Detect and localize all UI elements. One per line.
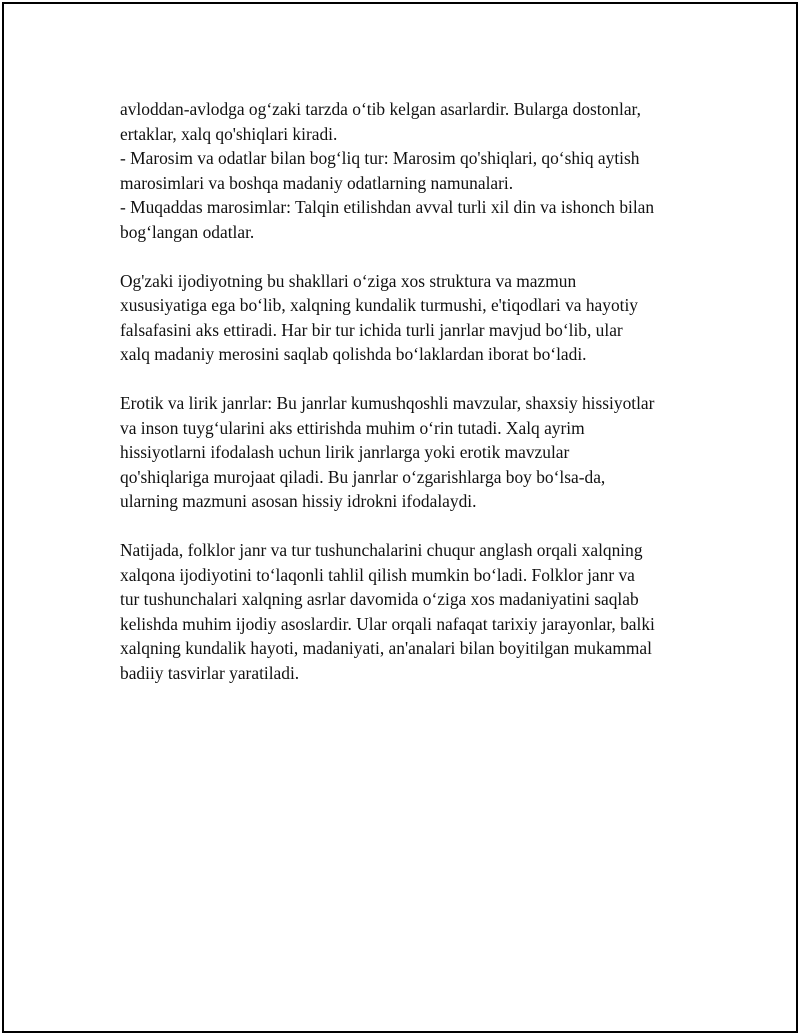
text-line: - Muqaddas marosimlar: Talqin etilishdan avval turli xil din va ishonch bilan bbox=[120, 197, 655, 217]
paragraph-spacer bbox=[120, 367, 720, 392]
text-line: xalq madaniy merosini saqlab qolishda bo‘laklardan iborat bo‘ladi. bbox=[120, 344, 587, 364]
text-line: xususiyatiga ega bo‘lib, xalqning kundalik turmushi, e'tiqodlari va hayotiy bbox=[120, 295, 638, 315]
text-line: falsafasini aks ettiradi. Har bir tur ichida turli janrlar mavjud bo‘lib, ular bbox=[120, 319, 623, 340]
paragraph bbox=[120, 269, 720, 367]
text-line: - Marosim va odatlar bilan bog‘liq tur: Marosim qo'shiqlari, qo‘shiq aytish bbox=[120, 148, 640, 168]
text-line: Og'zaki ijodiyotning bu shakllari o‘ziga xos struktura va mazmun bbox=[120, 270, 577, 291]
text-line: bog‘langan odatlar. bbox=[120, 221, 255, 242]
text-line: va inson tuyg‘ularini aks ettirishda muhim o‘rin tutadi. Xalq ayrim bbox=[120, 417, 585, 438]
text-line: ularning mazmuni asosan hissiy idrokni ifodalaydi. bbox=[120, 491, 477, 511]
text-line: ertaklar, xalq qo'shiqlari kiradi. bbox=[120, 123, 338, 144]
text-line: marosimlari va boshqa madaniy odatlarning namunalari. bbox=[120, 172, 514, 193]
text-line: kelishda muhim ijodiy asoslardir. Ular orqali nafaqat tarixiy jarayonlar, balki bbox=[120, 613, 655, 634]
text-line: badiiy tasvirlar yaratiladi. bbox=[120, 662, 300, 683]
paragraph-spacer bbox=[120, 244, 720, 269]
paragraph bbox=[120, 391, 720, 514]
text-line: xalqona ijodiyotini to‘laqonli tahlil qilish mumkin bo‘ladi. Folklor janr va bbox=[120, 564, 635, 585]
text-line: Natijada, folklor janr va tur tushunchalarini chuqur anglash orqali xalqning bbox=[120, 540, 643, 560]
paragraph bbox=[120, 538, 720, 685]
text-line: avloddan-avlodga og‘zaki tarzda o‘tib kelgan asarlardir. Bularga dostonlar, bbox=[120, 99, 641, 119]
document-body bbox=[120, 97, 720, 685]
paragraph-spacer bbox=[120, 514, 720, 539]
text-line: Erotik va lirik janrlar: Bu janrlar kumushqoshli mavzular, shaxsiy hissiyotlar bbox=[120, 393, 655, 413]
paragraph bbox=[120, 97, 720, 244]
text-line: qo'shiqlariga murojaat qiladi. Bu janrlar o‘zgarishlarga boy bo‘lsa-da, bbox=[120, 466, 606, 487]
text-line: tur tushunchalari xalqning asrlar davomida o‘ziga xos madaniyatini saqlab bbox=[120, 589, 639, 609]
document-page bbox=[2, 2, 798, 1033]
text-line: xalqning kundalik hayoti, madaniyati, an'analari bilan boyitilgan mukammal bbox=[120, 638, 652, 658]
text-line: hissiyotlarni ifodalash uchun lirik janrlarga yoki erotik mavzular bbox=[120, 442, 570, 462]
